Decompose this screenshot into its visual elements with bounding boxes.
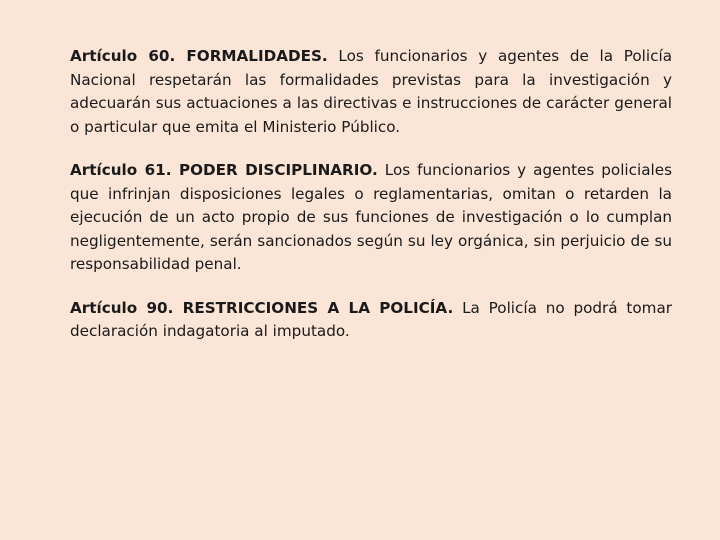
article-61-body: Los funcionarios y agentes policiales que infrinjan disposiciones legales o reglamentarias, omitan o retarden la ejecución de un acto propio de sus funciones de investigación o lo cumplan negligentemente, serán sancionados según su ley orgánica, sin perjuicio de su responsabilidad penal. [70, 161, 673, 273]
article-90 [70, 297, 672, 344]
article-61 [70, 159, 672, 277]
article-90-body: La Policía no podrá tomar declaración indagatoria al imputado. [70, 298, 673, 340]
article-61-heading: Artículo 61. PODER DISCIPLINARIO. [70, 161, 378, 179]
article-60-body: Los funcionarios y agentes de la Policía Nacional respetarán las formalidades previstas para la investigación y adecuarán sus actuaciones a las directivas e instrucciones de carácter general o particular que emita el Ministerio Público. [70, 47, 672, 136]
article-60-heading: Artículo 60. FORMALIDADES. [70, 47, 328, 65]
article-90-heading: Artículo 90. RESTRICCIONES A LA POLICÍA. [70, 298, 454, 317]
article-60 [70, 45, 672, 139]
